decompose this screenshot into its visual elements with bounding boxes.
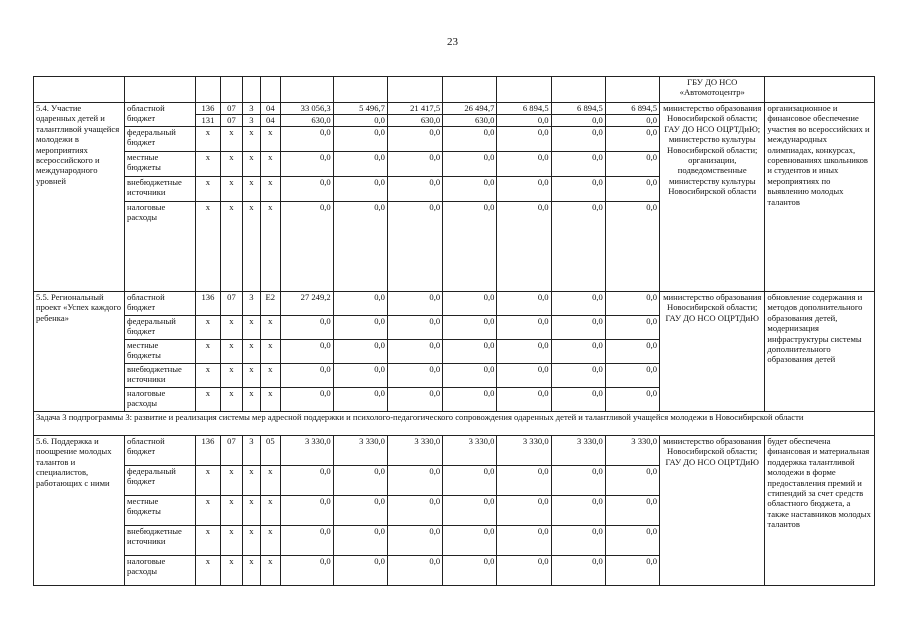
table-row: внебюджетные источники x x x x 0,0 0,0 0,0 0,0 0,0 0,0 0,0: [34, 364, 875, 388]
task-row: [34, 412, 875, 436]
table-row: внебюджетные источники x x x x 0,0 0,0 0,0 0,0 0,0 0,0 0,0: [34, 526, 875, 556]
measure-name: 5.5. Региональный проект «Успех каждого ребенка»: [34, 292, 125, 412]
funding-source: налоговые расходы: [125, 202, 196, 292]
funding-source: местные бюджеты: [125, 496, 196, 526]
measure-name: 5.6. Поддержка и поощрение молодых талантов и специалистов, работающих с ними: [34, 436, 125, 586]
funding-source: областной бюджет: [125, 103, 196, 127]
executor-cell: министерство образования Новосибирской области; ГАУ ДО НСО ОЦРТДиЮ; министерство культуры Новосибирской области; организации, подведомственные министерству культуры Новосибирской области: [660, 103, 765, 292]
funding-source: внебюджетные источники: [125, 177, 196, 202]
funding-source: федеральный бюджет: [125, 316, 196, 340]
table-row: местные бюджеты x x x x 0,0 0,0 0,0 0,0 0,0 0,0 0,0: [34, 340, 875, 364]
funding-source: областной бюджет: [125, 292, 196, 316]
table-row: 131 07 3 04 630,0 0,0 630,0 630,0 0,0 0,0 0,0: [34, 115, 875, 127]
table-row: местные бюджеты x x x x 0,0 0,0 0,0 0,0 0,0 0,0 0,0: [34, 496, 875, 526]
funding-source: налоговые расходы: [125, 388, 196, 412]
table-row: федеральный бюджет x x x x 0,0 0,0 0,0 0,0 0,0 0,0 0,0: [34, 127, 875, 152]
page-number: 23: [447, 36, 458, 48]
table-row: 5.6. Поддержка и поощрение молодых талантов и специалистов, работающих с ними областной бюджет 136 07 3 05 3 330,0 3 330,0 3 330,0 3 330,0 3 330,0 3 330,0 3 330,0 министерство образования Новосибирской области; ГАУ ДО НСО ОЦРТДиЮ будет обеспечена финансовая и материальная поддержка талантливой молодежи в форме предоставления премий и стипендий за счет средств областного бюджета, а также наставников молодых талантов: [34, 436, 875, 466]
funding-source: местные бюджеты: [125, 152, 196, 177]
funding-source: областной бюджет: [125, 436, 196, 466]
executor-cell: ГБУ ДО НСО «Автомотоцентр»: [660, 77, 765, 103]
continuation-row: [34, 77, 875, 103]
funding-source: внебюджетные источники: [125, 364, 196, 388]
table-row: 5.4. Участие одаренных детей и талантливой учащейся молодежи в мероприятиях всероссийского и международного уровней областной бюджет 136 07 3 04 33 056,3 5 496,7 21 417,5 26 494,7 6 894,5 6 894,5 6 894,5 министерство образования Новосибирской области; ГАУ ДО НСО ОЦРТДиЮ; министерство культуры Новосибирской области; организации, подведомственные министерству культуры Новосибирской области организационное и финансовое обеспечение участия во всероссийских и международных олимпиадах, конкурсах, соревнованиях школьников и студентов и иных мероприятиях по выявлению молодых талантов: [34, 103, 875, 115]
funding-source: налоговые расходы: [125, 556, 196, 586]
table-row: налоговые расходы x x x x 0,0 0,0 0,0 0,0 0,0 0,0 0,0: [34, 556, 875, 586]
table-row: федеральный бюджет x x x x 0,0 0,0 0,0 0,0 0,0 0,0 0,0: [34, 466, 875, 496]
measure-name: 5.4. Участие одаренных детей и талантливой учащейся молодежи в мероприятиях всероссийского и международного уровней: [34, 103, 125, 292]
expected-result: организационное и финансовое обеспечение участия во всероссийских и международных олимпиадах, конкурсах, соревнованиях школьников и студентов и иных мероприятиях по выявлению молодых талантов: [765, 103, 875, 292]
funding-source: местные бюджеты: [125, 340, 196, 364]
table-row: 5.5. Региональный проект «Успех каждого ребенка» областной бюджет 136 07 3 E2 27 249,2 0,0 0,0 0,0 0,0 0,0 0,0 министерство образования Новосибирской области; ГАУ ДО НСО ОЦРТДиЮ обновление содержания и методов дополнительного образования детей, модернизация инфраструктуры системы дополнительного образования детей: [34, 292, 875, 316]
expected-result: обновление содержания и методов дополнительного образования детей, модернизация инфраструктуры системы дополнительного образования детей: [765, 292, 875, 412]
funding-source: федеральный бюджет: [125, 466, 196, 496]
budget-table: [33, 76, 875, 586]
table-row: федеральный бюджет x x x x 0,0 0,0 0,0 0,0 0,0 0,0 0,0: [34, 316, 875, 340]
expected-result: будет обеспечена финансовая и материальная поддержка талантливой молодежи в форме предоставления премий и стипендий за счет средств областного бюджета, а также наставников молодых талантов: [765, 436, 875, 586]
table-row: внебюджетные источники x x x x 0,0 0,0 0,0 0,0 0,0 0,0 0,0: [34, 177, 875, 202]
task-heading: Задача 3 подпрограммы 3: развитие и реализация системы мер адресной поддержки и психолого-педагогического сопровождения одаренных детей и талантливой учащейся молодежи в Новосибирской области: [34, 412, 875, 436]
funding-source: внебюджетные источники: [125, 526, 196, 556]
table-row: местные бюджеты x x x x 0,0 0,0 0,0 0,0 0,0 0,0 0,0: [34, 152, 875, 177]
funding-source: федеральный бюджет: [125, 127, 196, 152]
table-row: налоговые расходы x x x x 0,0 0,0 0,0 0,0 0,0 0,0 0,0: [34, 388, 875, 412]
table-row: налоговые расходы x x x x 0,0 0,0 0,0 0,0 0,0 0,0 0,0: [34, 202, 875, 227]
executor-cell: министерство образования Новосибирской области; ГАУ ДО НСО ОЦРТДиЮ: [660, 292, 765, 412]
executor-cell: министерство образования Новосибирской области; ГАУ ДО НСО ОЦРТДиЮ: [660, 436, 765, 586]
